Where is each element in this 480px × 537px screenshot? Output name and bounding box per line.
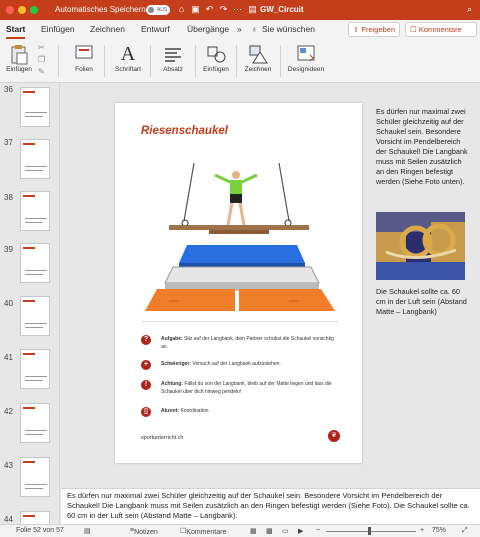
tab-entwurf[interactable]: Entwurf <box>141 24 170 34</box>
more-icon[interactable]: ⋯ <box>233 4 242 14</box>
thumbnail-number: 38 <box>4 193 13 202</box>
footer-url: sportunterricht.ch <box>141 435 184 441</box>
slide-thumbnail[interactable] <box>20 87 50 127</box>
thumbnail-number: 44 <box>4 515 13 524</box>
comments-status-button[interactable]: ☐ Kommentare <box>180 528 227 536</box>
slides-icon <box>73 43 95 65</box>
close-window-button[interactable] <box>6 6 14 14</box>
warning-icon: ! <box>141 380 151 390</box>
slide-title[interactable]: Riesenschaukel <box>141 125 228 137</box>
tab-start[interactable]: Start <box>6 24 26 34</box>
minimize-window-button[interactable] <box>18 6 26 14</box>
tell-me-search[interactable]: Sie wünschen <box>262 24 315 34</box>
spellcheck-icon[interactable]: ▤ <box>84 528 91 535</box>
logo-icon: ❦ <box>328 430 340 442</box>
slide-thumbnail[interactable] <box>20 296 50 336</box>
slide-thumbnail-panel[interactable] <box>0 83 60 524</box>
font-icon: A <box>120 43 136 65</box>
paragraph-button[interactable]: Absatz <box>156 39 190 83</box>
share-button[interactable]: ⇧ Freigeben <box>348 22 400 37</box>
zoom-in-icon[interactable]: + <box>420 527 425 534</box>
clipboard-small-tools[interactable] <box>34 39 52 83</box>
tab-einfuegen[interactable]: Einfügen <box>41 24 75 34</box>
file-icon: ▤ <box>248 4 257 14</box>
slide-thumbnail[interactable] <box>20 139 50 179</box>
speaker-notes[interactable]: Es dürfen nur maximal zwei Schüler gleichzeitig auf der Schaukel sein. Besondere Vorsicht im Pendelbereich der Schaukel! Die Langbank muss mit Seilen zusätzlich an den Ringen befestigt werden (Siehe Foto). Die Schaukel sollte ca. 60 cm in der Luft sein (Abstand Matte – Langbank). <box>61 488 480 524</box>
paste-button[interactable]: Einfügen <box>4 39 34 83</box>
insert-button[interactable]: Einfügen <box>200 39 232 83</box>
swing-illustration <box>139 163 339 315</box>
photo-caption[interactable]: Die Schaukel sollte ca. 60 cm in der Luft sein (Abstand Matte – Langbank) <box>376 287 467 316</box>
sorter-view-icon[interactable]: ▩ <box>266 528 273 535</box>
redo-icon[interactable]: ↷ <box>219 4 228 14</box>
home-icon[interactable]: ⌂ <box>178 4 185 14</box>
zoom-level[interactable]: 75% <box>432 527 447 534</box>
slide-thumbnail[interactable] <box>20 511 50 524</box>
reading-view-icon[interactable]: ▭ <box>282 528 289 535</box>
design-ideas-icon <box>295 43 317 65</box>
thumbnail-number: 37 <box>4 138 13 147</box>
slide-counter: Folie 52 von 57 <box>16 527 64 534</box>
comments-button[interactable]: ☐ Kommentare <box>405 22 477 37</box>
format-painter-icon[interactable]: ✎ <box>38 67 45 76</box>
slide[interactable]: Riesenschaukel ? Aufgabe: Sitz auf der Langbank, dein Partner schubst die Schaukel vorsichtig an. + Schwieriger: Versuch auf der Langbank aufzustehen. ! Achtung: Fällst du von der Langbank, bleib auf der Matte liegen und lass die Schaukel über dich hinweg pendeln! ▯ Akzent: Koordination sportunterricht.ch ❦ <box>115 103 362 463</box>
zoom-slider-thumb[interactable] <box>368 527 371 535</box>
fit-slide-icon[interactable]: ⤢ <box>462 527 468 534</box>
slide-thumbnail[interactable] <box>20 349 50 389</box>
plus-icon: + <box>141 360 151 370</box>
thumbnail-number: 40 <box>4 299 13 308</box>
title-bar <box>0 0 480 20</box>
thumbnail-number: 36 <box>4 85 13 94</box>
tab-zeichnen[interactable]: Zeichnen <box>90 24 125 34</box>
undo-icon[interactable]: ↶ <box>205 4 214 14</box>
document-title: GW_Circuit <box>260 5 304 14</box>
thumbnail-number: 39 <box>4 245 13 254</box>
slide-thumbnail[interactable] <box>20 403 50 443</box>
tab-overflow[interactable]: » <box>237 24 242 34</box>
zoom-slider[interactable] <box>326 531 416 532</box>
ribbon <box>0 39 480 83</box>
paragraph-icon <box>162 43 184 65</box>
slide-thumbnail[interactable] <box>20 243 50 283</box>
lightbulb-icon: ♁ <box>251 24 258 34</box>
font-button[interactable]: A Schriftart <box>114 43 141 73</box>
thumbnail-number: 42 <box>4 407 13 416</box>
zoom-out-icon[interactable]: − <box>316 527 321 534</box>
save-icon[interactable]: ▣ <box>191 4 200 14</box>
normal-view-icon[interactable]: ▦ <box>250 528 257 535</box>
slides-button[interactable]: Folien <box>68 39 100 83</box>
clipboard-icon <box>8 43 30 65</box>
search-icon[interactable]: ⌕ <box>466 4 473 14</box>
cut-icon[interactable]: ✂ <box>38 43 45 52</box>
slide-thumbnail[interactable] <box>20 191 50 231</box>
shapes-icon <box>247 43 269 65</box>
design-ideas-button[interactable]: Designideen <box>285 39 327 83</box>
slide-thumbnail[interactable] <box>20 457 50 497</box>
swing-photo[interactable] <box>376 212 465 280</box>
copy-icon[interactable]: ❐ <box>38 55 46 64</box>
notes-button[interactable]: ≡ Notizen <box>130 527 158 536</box>
status-bar <box>0 524 480 537</box>
tab-uebergaenge[interactable]: Übergänge <box>187 24 230 34</box>
insert-shapes-icon <box>205 43 227 65</box>
question-icon: ? <box>141 335 151 345</box>
draw-button[interactable]: Zeichnen <box>241 39 275 83</box>
zoom-window-button[interactable] <box>30 6 38 14</box>
thumbnail-number: 41 <box>4 353 13 362</box>
thumbnail-number: 43 <box>4 461 13 470</box>
autosave-label: Automatisches Speichern <box>55 5 146 14</box>
phone-icon: ▯ <box>141 407 151 417</box>
autosave-toggle[interactable]: AUS <box>146 5 170 15</box>
slideshow-icon[interactable]: ▶ <box>298 528 304 535</box>
side-note-text[interactable]: Es dürfen nur maximal zwei Schüler gleichzeitig auf der Schaukel sein. Besondere Vorsicht im Pendelbereich der Schaukel! Die Langbank muss mit Seilen zusätzlich an den Ringen befestigt werden (Siehe Foto unten). <box>376 107 468 186</box>
